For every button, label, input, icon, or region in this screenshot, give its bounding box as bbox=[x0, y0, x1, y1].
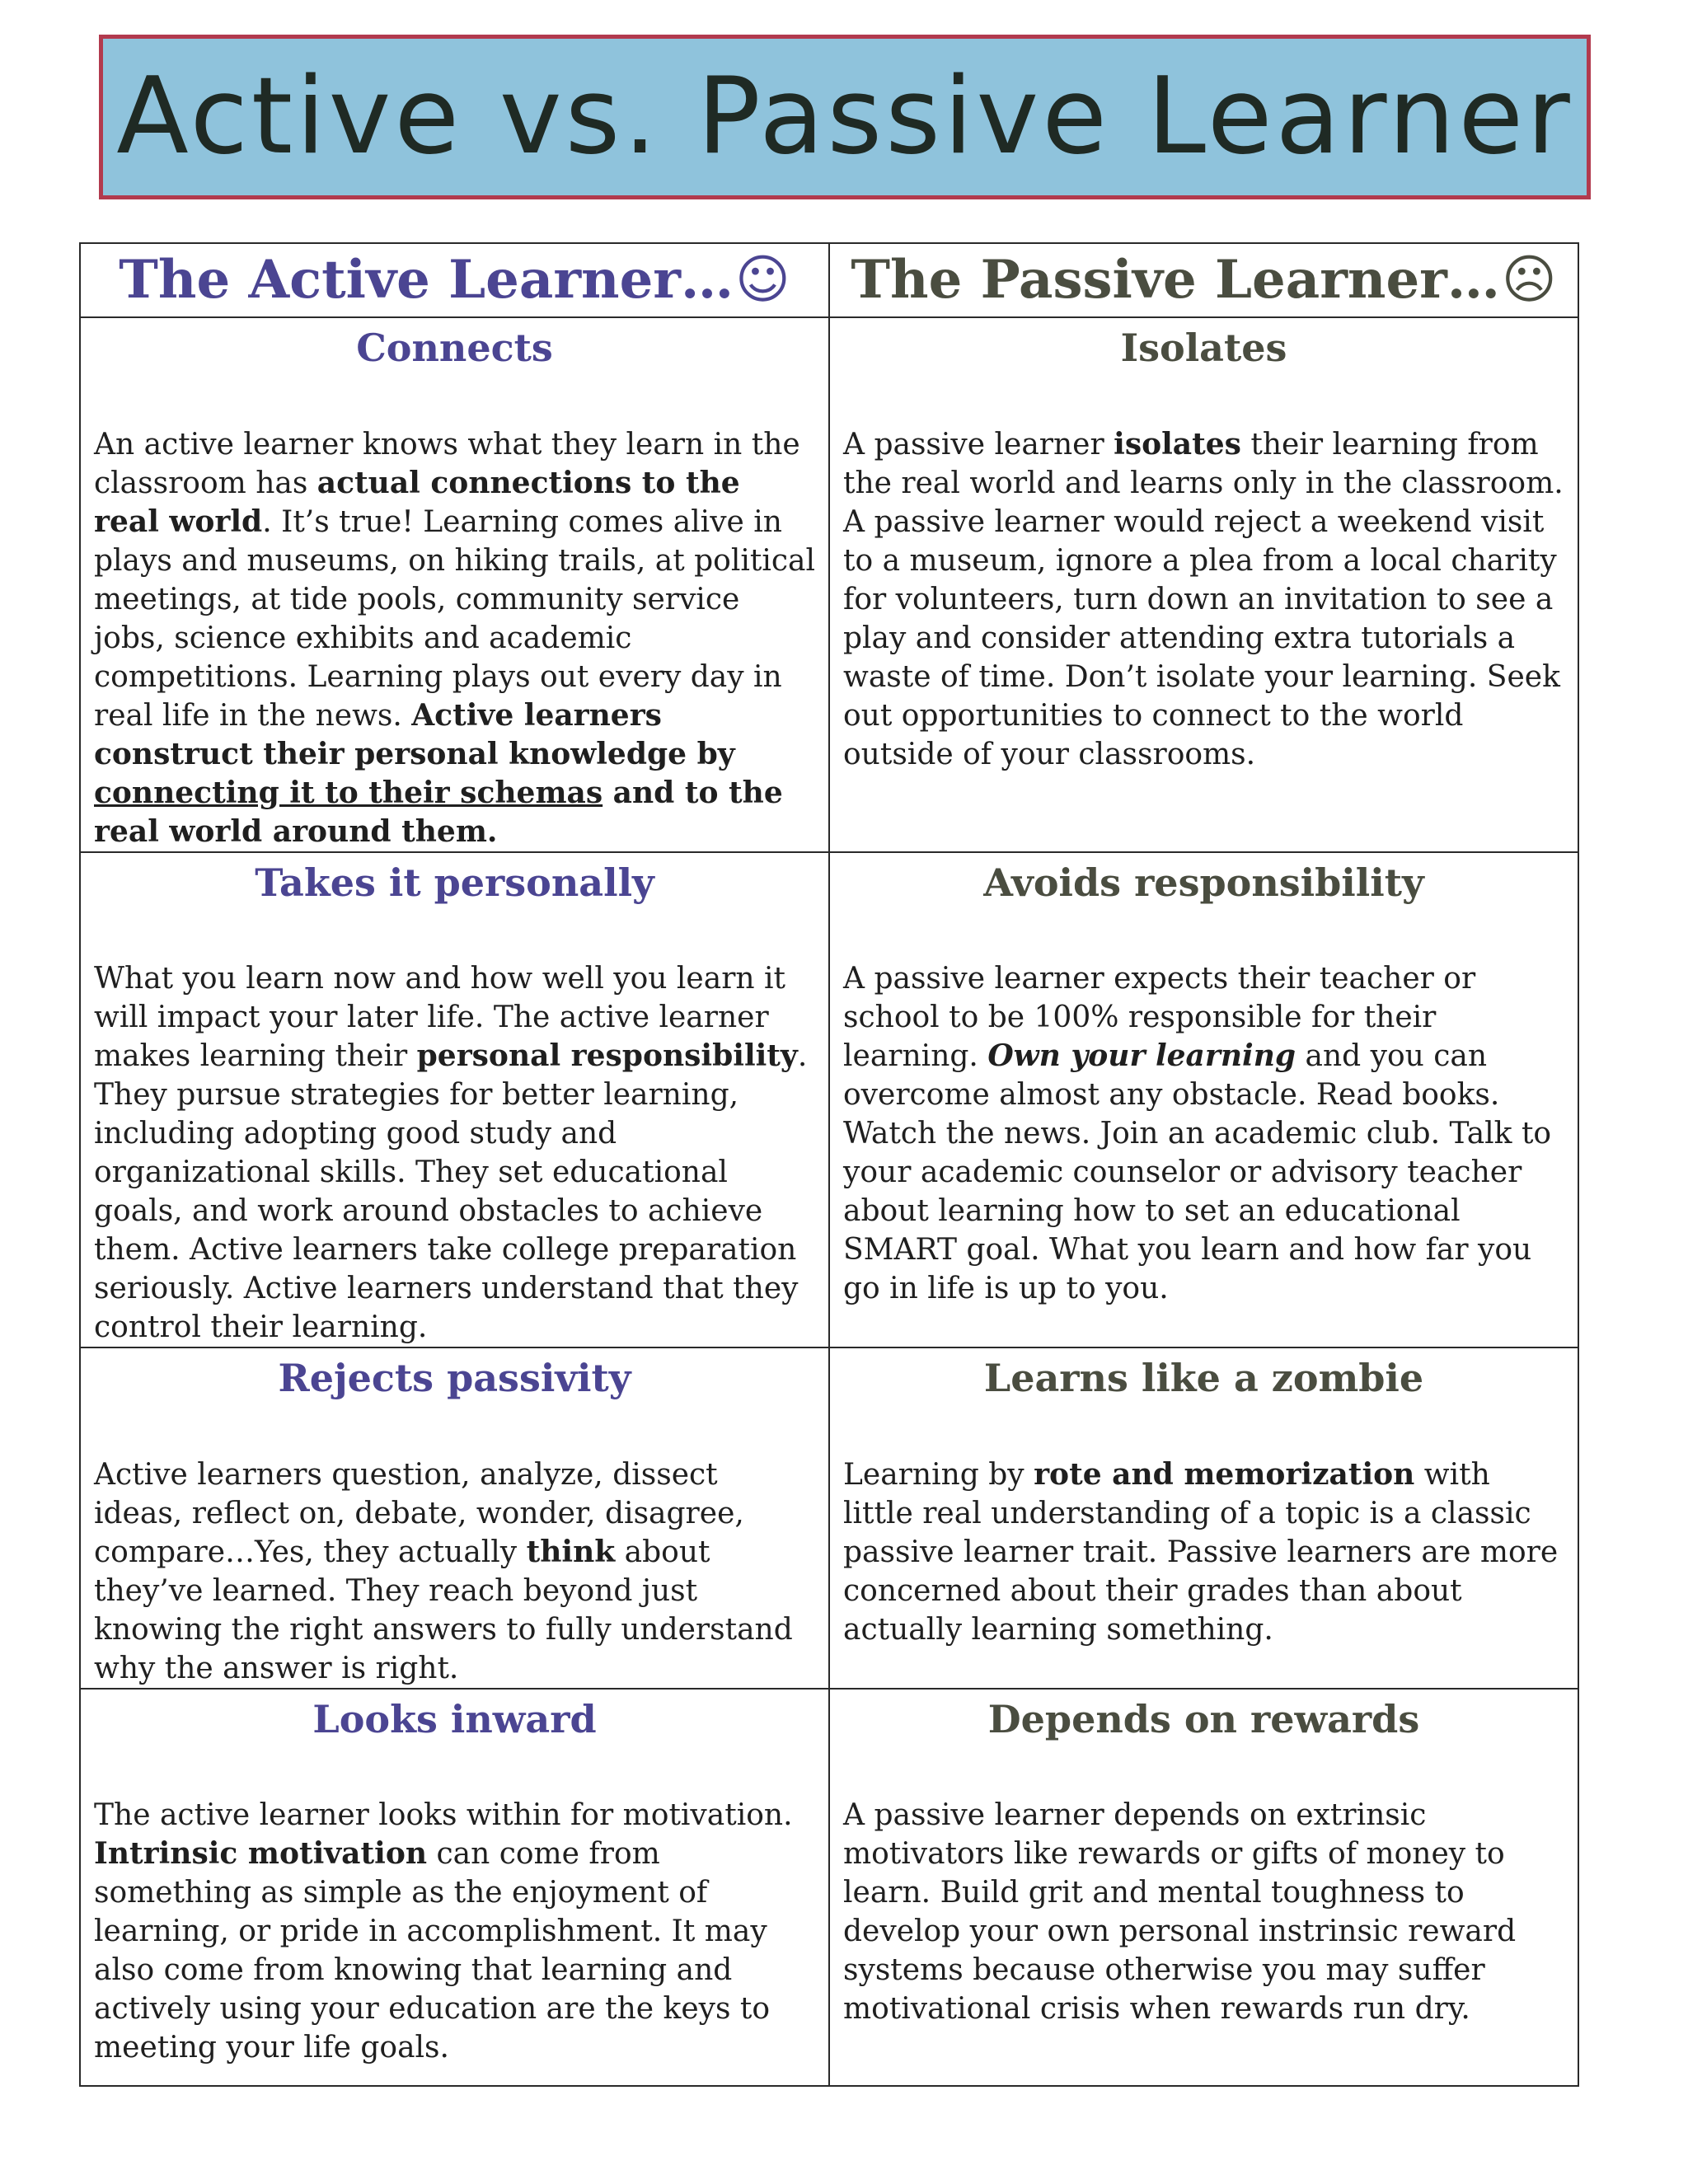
cell-active-2 bbox=[80, 852, 829, 1348]
cell-title: Avoids responsibility bbox=[983, 860, 1424, 905]
smiley-face-icon: ☺ bbox=[735, 250, 790, 311]
header-passive-label: The Passive Learner… bbox=[851, 249, 1500, 311]
cell-title: Connects bbox=[356, 326, 553, 370]
cell-passive-3 bbox=[829, 1347, 1578, 1689]
cell-active-3 bbox=[80, 1347, 829, 1689]
cell-passive-2 bbox=[829, 852, 1578, 1348]
cell-body bbox=[843, 959, 1564, 1308]
cell-body bbox=[843, 425, 1564, 774]
text-segment: An active learner knows what they learn in the classroom has bbox=[94, 427, 800, 500]
text-segment: about they’ve learned. They reach beyond just knowing the right answers to fully understand why the answer is right. bbox=[94, 1535, 793, 1685]
text-segment: A passive learner expects their teacher or school to be 100% responsible for their learning. bbox=[843, 962, 1476, 1073]
header-active bbox=[80, 243, 829, 317]
cell-body bbox=[94, 1455, 815, 1688]
page-title: Active vs. Passive Learner bbox=[116, 55, 1573, 178]
text-segment: . It’s true! Learning comes alive in plays and museums, on hiking trails, at political meetings, at tide pools, community service jobs, science exhibits and academic competitions. Learning plays out every day in real life in the news. bbox=[94, 504, 815, 733]
text-segment: think bbox=[526, 1534, 616, 1569]
cell-body bbox=[843, 1796, 1564, 2028]
text-segment: Active learners question, analyze, dissect ideas, reflect on, debate, wonder, disagree, compare…Yes, they actually bbox=[94, 1457, 744, 1569]
cell-body bbox=[94, 425, 815, 851]
text-segment: with little real understanding of a topic is a classic passive learner trait. Passive learners are more concerned about their grades than about actually learning something. bbox=[843, 1457, 1559, 1647]
cell-title: Takes it personally bbox=[255, 860, 654, 905]
header-passive bbox=[829, 243, 1578, 317]
text-segment: The active learner looks within for motivation. bbox=[94, 1798, 793, 1832]
text-segment: personal responsibility bbox=[416, 1038, 798, 1073]
row-responsibility bbox=[80, 852, 1578, 1348]
text-segment: actual connections to the real world bbox=[94, 465, 740, 539]
header-row bbox=[80, 243, 1578, 317]
frowning-face-icon: ☹ bbox=[1501, 250, 1557, 311]
text-segment: and to the real world around them. bbox=[94, 775, 783, 849]
text-segment: What you learn now and how well you learn it will impact your later life. The active learner makes learning their bbox=[94, 962, 786, 1073]
row-connects bbox=[80, 317, 1578, 852]
text-segment: Own your learning bbox=[987, 1038, 1296, 1073]
cell-body bbox=[94, 1796, 815, 2067]
cell-title: Learns like a zombie bbox=[983, 1356, 1424, 1400]
text-segment: isolates bbox=[1114, 426, 1241, 462]
text-segment: . They pursue strategies for better learning, including adopting good study and organizational skills. They set educational goals, and work around obstacles to achieve them. Active learners take college preparation seriously. Active learners understand that they control their learning. bbox=[94, 1039, 808, 1344]
text-segment: rote and memorization bbox=[1034, 1456, 1415, 1492]
cell-title: Depends on rewards bbox=[987, 1696, 1420, 1741]
text-segment: Active learners construct their personal knowledge by bbox=[94, 697, 735, 771]
text-segment: connecting it to their schemas bbox=[94, 775, 603, 810]
cell-body bbox=[843, 1455, 1564, 1649]
cell-passive-1 bbox=[829, 317, 1578, 852]
header-active-label: The Active Learner… bbox=[119, 249, 734, 311]
row-passivity bbox=[80, 1347, 1578, 1689]
comparison-table bbox=[79, 242, 1579, 2087]
cell-title: Looks inward bbox=[312, 1696, 597, 1741]
text-segment: A passive learner depends on extrinsic motivators like rewards or gifts of money to learn. Build grit and mental toughness to develop your own personal instrinsic reward systems because otherwise you may suffer motivational crisis when rewards run dry. bbox=[843, 1798, 1517, 2026]
cell-title: Isolates bbox=[1120, 326, 1287, 370]
text-segment: their learning from the real world and learns only in the classroom. A passive learner would reject a weekend visit to a museum, ignore a plea from a local charity for volunteers, turn down an invitation to see a play and consider attending extra tutorials a waste of time. Don’t isolate your learning. Seek out opportunities to connect to the world outside of your classrooms. bbox=[843, 427, 1564, 771]
cell-passive-4 bbox=[829, 1689, 1578, 2086]
title-banner bbox=[99, 35, 1591, 199]
text-segment: and you can overcome almost any obstacle. Read books. Watch the news. Join an academic club. Talk to your academic counselor or advisory teacher about learning how to set an educational SMART goal. What you learn and how far you go in life is up to you. bbox=[843, 1039, 1552, 1305]
text-segment: can come from something as simple as the enjoyment of learning, or pride in accomplishment. It may also come from knowing that learning and actively using your education are the keys to meeting your life goals. bbox=[94, 1837, 771, 2064]
cell-active-4 bbox=[80, 1689, 829, 2086]
cell-title: Rejects passivity bbox=[278, 1356, 631, 1400]
row-motivation bbox=[80, 1689, 1578, 2086]
text-segment: A passive learner bbox=[843, 427, 1114, 462]
cell-active-1 bbox=[80, 317, 829, 852]
text-segment: Intrinsic motivation bbox=[94, 1836, 427, 1871]
cell-body bbox=[94, 959, 815, 1347]
text-segment: Learning by bbox=[843, 1457, 1034, 1492]
